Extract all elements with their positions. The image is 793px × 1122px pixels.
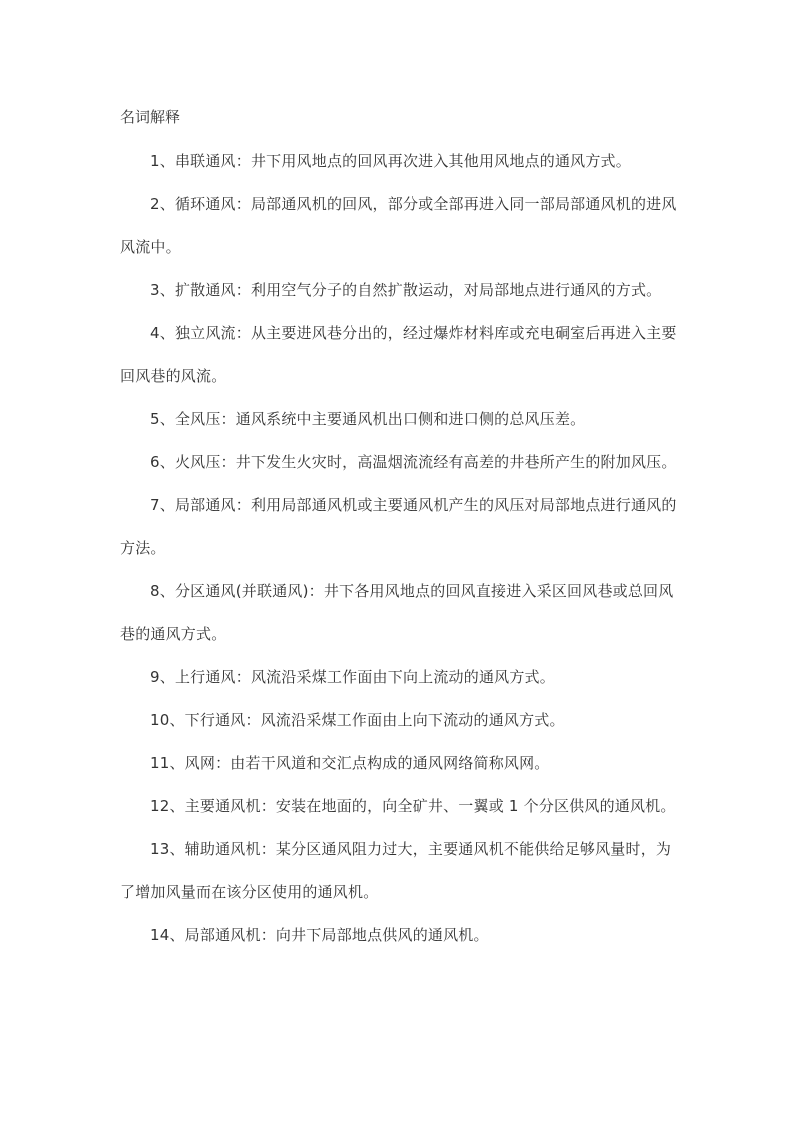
definition-paragraph: 13、辅助通风机：某分区通风阻力过大，主要通风机不能供给足够风量时，为了增加风量而在该分区使用的通风机。 bbox=[120, 840, 672, 901]
definition-paragraph: 11、风网：由若干风道和交汇点构成的通风网络简称风网。 bbox=[150, 754, 550, 772]
definition-paragraph: 5、全风压：通风系统中主要通风机出口侧和进口侧的总风压差。 bbox=[150, 410, 586, 428]
definition-paragraph: 9、上行通风：风流沿采煤工作面由下向上流动的通风方式。 bbox=[150, 668, 555, 686]
definition-paragraph: 4、独立风流：从主要进风巷分出的，经过爆炸材料库或充电硐室后再进入主要回风巷的风流。 bbox=[120, 324, 677, 385]
definition-paragraph: 8、分区通风(并联通风)：井下各用风地点的回风直接进入采区回风巷或总回风巷的通风方式。 bbox=[120, 582, 674, 643]
document-body bbox=[120, 105, 680, 957]
definition-paragraph: 2、循环通风：局部通风机的回风，部分或全部再进入同一部局部通风机的进风风流中。 bbox=[120, 195, 677, 256]
definition-paragraph: 1、串联通风：井下用风地点的回风再次进入其他用风地点的通风方式。 bbox=[150, 152, 631, 170]
section-heading: 名词解释 bbox=[120, 108, 181, 126]
definition-paragraph: 3、扩散通风：利用空气分子的自然扩散运动，对局部地点进行通风的方式。 bbox=[150, 281, 662, 299]
definition-paragraph: 6、火风压：井下发生火灾时，高温烟流流经有高差的井巷所产生的附加风压。 bbox=[150, 453, 677, 471]
definition-paragraph: 14、局部通风机：向井下局部地点供风的通风机。 bbox=[150, 926, 489, 944]
definition-paragraph: 12、主要通风机：安装在地面的，向全矿井、一翼或 1 个分区供风的通风机。 bbox=[150, 797, 676, 815]
definition-paragraph: 10、下行通风：风流沿采煤工作面由上向下流动的通风方式。 bbox=[150, 711, 565, 729]
definition-paragraph: 7、局部通风：利用局部通风机或主要通风机产生的风压对局部地点进行通风的方法。 bbox=[120, 496, 677, 557]
